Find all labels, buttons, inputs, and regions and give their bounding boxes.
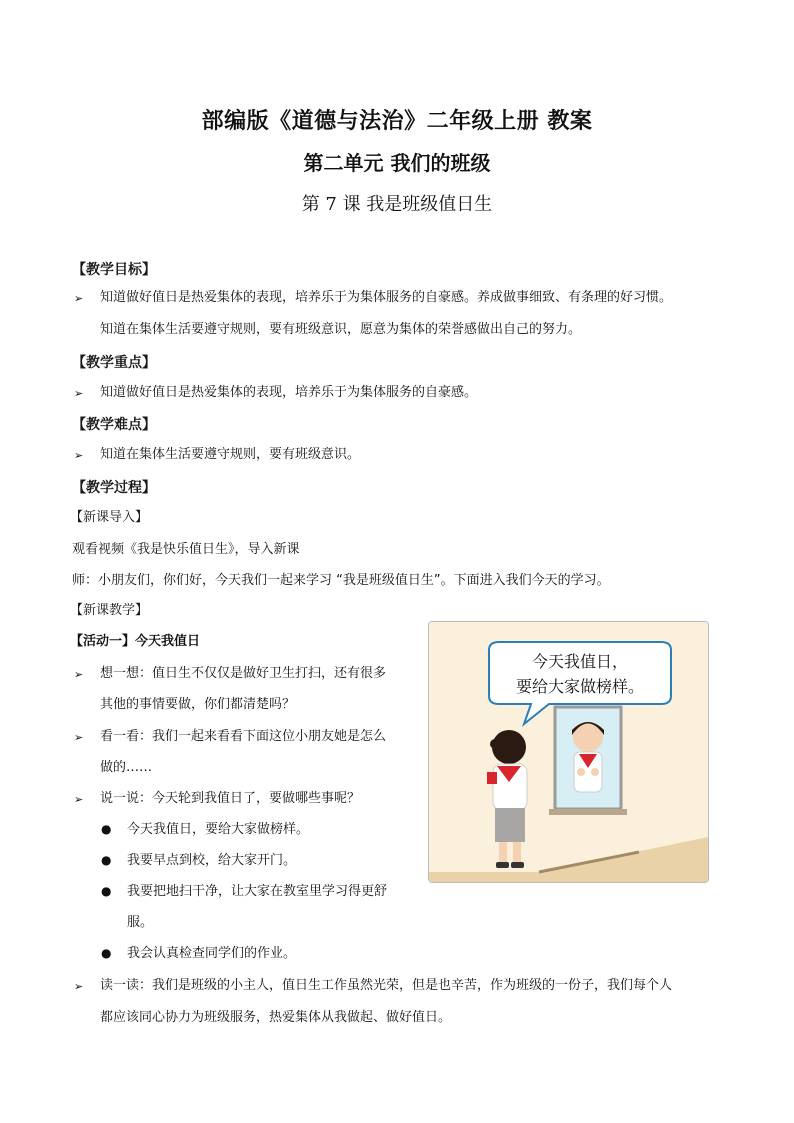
intro-text-line1: 观看视频《我是快乐值日生》，导入新课 (72, 542, 300, 557)
say-text: 说一说：今天轮到我值日了，要做哪些事呢？ (100, 791, 361, 806)
read-text-line1: 读一读：我们是班级的小主人，值日生工作虽然光荣，但是也辛苦，作为班级的一份子，我们每个人 (100, 978, 673, 993)
arrow-bullet-icon: ➢ (74, 731, 84, 744)
subheading-intro: 【新课导入】 (70, 510, 149, 525)
difficulty-text: 知道在集体生活要遵守规则，要有班级意识。 (100, 447, 361, 462)
look-text-line2: 做的…… (100, 760, 153, 775)
dot-item-3-line2: 服。 (127, 915, 154, 930)
intro-text-line2: 师：小朋友们，你们好，今天我们一起来学习 “我是班级值日生”。下面进入我们今天的学习。 (72, 573, 610, 588)
arrow-bullet-icon: ➢ (74, 980, 84, 993)
illustration-drawing (429, 622, 708, 882)
arrow-bullet-icon: ➢ (74, 292, 84, 305)
speech-bubble-line2: 要给大家做榜样。 (515, 677, 645, 696)
arrow-bullet-icon: ➢ (74, 793, 84, 806)
dot-item-1: 今天我值日，要给大家做榜样。 (127, 822, 310, 837)
dot-bullet-icon: ● (101, 946, 112, 960)
think-text-line2: 其他的事情要做，你们都清楚吗？ (100, 697, 296, 712)
dot-item-3-line1: 我要把地扫干净，让大家在教室里学习得更舒 (127, 884, 388, 899)
dot-item-4: 我会认真检查同学们的作业。 (127, 946, 297, 961)
arrow-bullet-icon: ➢ (74, 449, 84, 462)
dot-bullet-icon: ● (101, 884, 112, 898)
dot-item-2: 我要早点到校，给大家开门。 (127, 853, 297, 868)
section-heading-difficulties: 【教学难点】 (72, 417, 156, 433)
key-point-text: 知道做好值日是热爱集体的表现，培养乐于为集体服务的自豪感。 (100, 385, 478, 400)
goal-text-line1: 知道做好值日是热爱集体的表现，培养乐于为集体服务的自豪感。养成做事细致、有条理的好习惯。 (100, 290, 673, 305)
look-text-line1: 看一看：我们一起来看看下面这位小朋友她是怎么 (100, 729, 387, 744)
read-text-line2: 都应该同心协力为班级服务，热爱集体从我做起、做好值日。 (100, 1010, 452, 1025)
arrow-bullet-icon: ➢ (74, 668, 84, 681)
section-heading-process: 【教学过程】 (72, 480, 156, 496)
think-text-line1: 想一想：值日生不仅仅是做好卫生打扫，还有很多 (100, 666, 387, 681)
duty-student-illustration (428, 621, 709, 883)
dot-bullet-icon: ● (101, 853, 112, 867)
section-heading-goals: 【教学目标】 (72, 262, 156, 278)
subheading-new-lesson: 【新课教学】 (70, 603, 149, 618)
goal-text-line2: 知道在集体生活要遵守规则，要有班级意识，愿意为集体的荣誉感做出自己的努力。 (100, 322, 582, 337)
activity-heading: 【活动一】今天我值日 (70, 634, 201, 649)
dot-bullet-icon: ● (101, 822, 112, 836)
unit-title: 第二单元 我们的班级 (303, 151, 491, 175)
document-title: 部编版《道德与法治》二年级上册 教案 (201, 109, 593, 134)
lesson-title: 第 7 课 我是班级值日生 (301, 194, 493, 215)
arrow-bullet-icon: ➢ (74, 387, 84, 400)
speech-bubble-line1: 今天我值日， (531, 652, 629, 671)
section-heading-key-points: 【教学重点】 (72, 355, 156, 371)
